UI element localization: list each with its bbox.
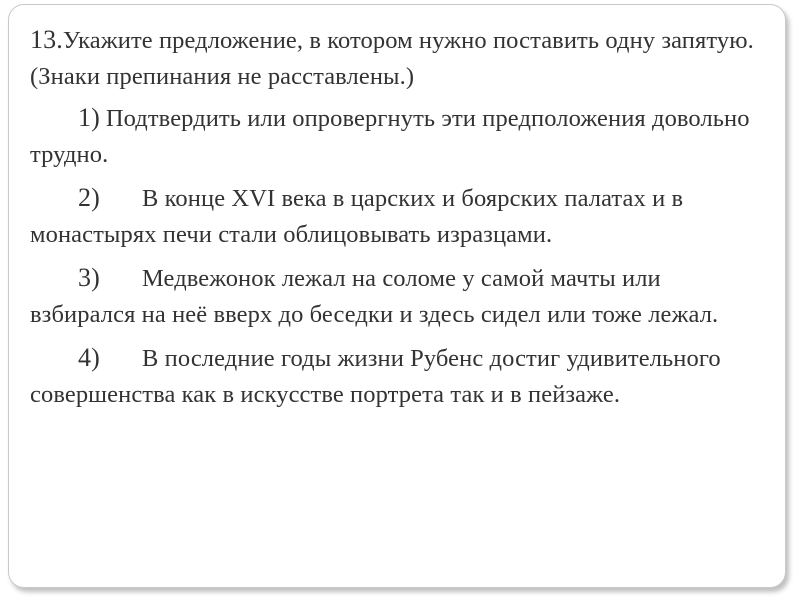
question-number: 13. [30,25,63,54]
option-text: В конце XVI века в царских и боярских палатах и в монастырях печи стали облицовывать изразцами. [30,185,684,248]
slide-content [30,22,770,420]
option-2 [30,180,770,253]
option-number: 1) [78,103,100,132]
option-3 [30,260,770,333]
option-number: 3) [78,263,100,292]
option-text: Подтвердить или опровергнуть эти предположения довольно трудно. [30,105,750,168]
option-number: 2) [78,183,100,212]
option-text: Медвежонок лежал на соломе у самой мачты или взбирался на неё вверх до беседки и здесь сидел или тоже лежал. [30,265,719,328]
option-text: В последние годы жизни Рубенс достиг удивительного совершенства как в искусстве портрета так и в пейзаже. [30,345,721,408]
option-4 [30,340,770,413]
option-1 [30,100,770,173]
question [30,22,770,95]
option-number: 4) [78,343,100,372]
question-text: Укажите предложение, в котором нужно поставить одну запятую. (Знаки препинания не расставлены.) [30,27,754,90]
